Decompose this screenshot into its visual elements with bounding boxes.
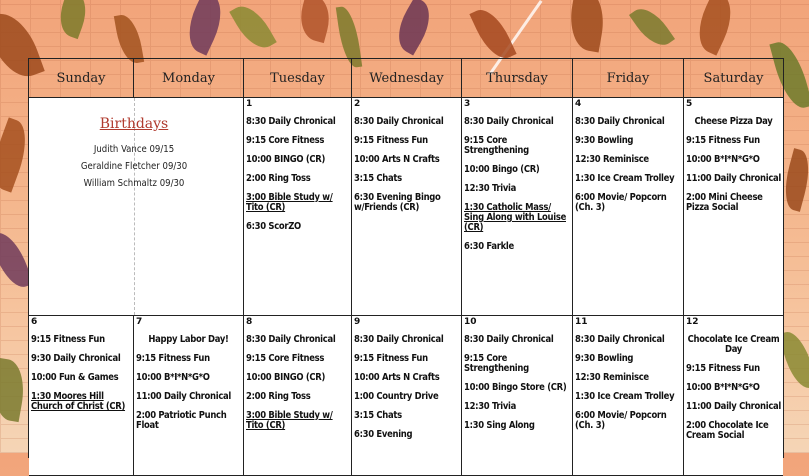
event-item: 6:30 Evening <box>354 429 413 440</box>
event-item: 2:00 Chocolate Ice Cream Social <box>686 420 769 441</box>
event-item: 10:00 B*I*N*G*O <box>136 372 210 383</box>
event-item: 2:00 Patriotic Punch Float <box>136 410 227 431</box>
day-header-thursday: Thursday <box>462 59 573 98</box>
event-item: 2:00 Mini Cheese Pizza Social <box>686 192 763 213</box>
day-cell <box>684 98 783 316</box>
day-number: 1 <box>246 99 253 109</box>
event-text: 1:30 Moores Hill Church of Christ (CR) <box>31 391 126 412</box>
event-item: 9:15 Core Fitness <box>246 135 325 146</box>
event-item: 1:00 Country Drive <box>354 391 439 402</box>
event-item: 1:30 Ice Cream Trolley <box>575 391 675 402</box>
event-item: 2:00 Ring Toss <box>246 173 311 184</box>
day-number: 9 <box>354 317 361 327</box>
event-item: 3:15 Chats <box>354 410 402 421</box>
event-item: 10:00 BINGO (CR) <box>246 154 326 165</box>
event-item: 8:30 Daily Chronical <box>246 116 336 127</box>
day-number: 11 <box>575 317 588 327</box>
event-item: 9:15 Fitness Fun <box>686 363 760 374</box>
event-item: 12:30 Trivia <box>464 401 517 412</box>
event-item: 11:00 Daily Chronical <box>686 173 782 184</box>
birthday-entry: Geraldine Fletcher 09/30 <box>80 161 188 172</box>
day-number: 12 <box>686 317 699 327</box>
day-number: 5 <box>686 99 693 109</box>
day-cell <box>684 316 783 476</box>
event-item: 1:30 Sing Along <box>464 420 535 431</box>
day-header-friday: Friday <box>573 59 684 98</box>
event-item: 9:15 Core Fitness <box>246 353 325 364</box>
event-list <box>685 335 781 450</box>
day-header-sunday: Sunday <box>29 59 134 98</box>
event-item: 9:15 Fitness Fun <box>136 353 210 364</box>
day-header-tuesday: Tuesday <box>244 59 352 98</box>
day-cell <box>29 316 134 476</box>
day-number: 2 <box>354 99 361 109</box>
event-item: 1:30 Ice Cream Trolley <box>575 173 675 184</box>
event-list <box>30 335 131 421</box>
event-item <box>31 392 131 412</box>
event-item: 6:30 Farkle <box>464 241 514 252</box>
event-item: 6:30 Evening Bingo w/Friends (CR) <box>354 192 441 213</box>
day-cell <box>352 98 462 316</box>
event-item: 11:00 Daily Chronical <box>136 391 232 402</box>
day-cell <box>573 316 684 476</box>
event-list <box>574 335 681 440</box>
event-item: 9:15 Fitness Fun <box>31 334 105 345</box>
event-item <box>246 193 349 213</box>
event-item: 12:30 Reminisce <box>575 154 649 165</box>
event-item: 10:00 Arts N Crafts <box>354 372 440 383</box>
event-item: 10:00 Bingo (CR) <box>464 164 540 175</box>
day-cell <box>244 316 352 476</box>
event-list <box>245 117 349 241</box>
event-item: 10:00 BINGO (CR) <box>246 372 326 383</box>
special-day-title: Chocolate Ice Cream Day <box>687 334 780 355</box>
event-item: 10:00 Arts N Crafts <box>354 154 440 165</box>
event-item: 6:30 ScorZO <box>246 221 301 232</box>
day-header-wednesday: Wednesday <box>352 59 462 98</box>
event-item: 8:30 Daily Chronical <box>464 334 554 345</box>
day-number: 8 <box>246 317 253 327</box>
event-item: 8:30 Daily Chronical <box>354 334 444 345</box>
event-text: 3:00 Bible Study w/ Tito (CR) <box>246 410 333 431</box>
event-item: 9:30 Bowling <box>575 135 634 146</box>
event-item <box>464 203 570 233</box>
event-item: 8:30 Daily Chronical <box>464 116 554 127</box>
calendar-grid <box>28 58 784 458</box>
birthday-entry: Judith Vance 09/15 <box>93 144 175 155</box>
event-item: 9:15 Fitness Fun <box>686 135 760 146</box>
event-list <box>574 117 681 222</box>
event-list <box>353 117 459 222</box>
day-number: 6 <box>31 317 38 327</box>
day-header-saturday: Saturday <box>684 59 783 98</box>
event-item: 12:30 Trivia <box>464 183 517 194</box>
day-cell <box>134 316 244 476</box>
event-item <box>246 411 349 431</box>
event-item: 3:15 Chats <box>354 173 402 184</box>
event-item: 6:00 Movie/ Popcorn (Ch. 3) <box>575 192 667 213</box>
day-cell <box>573 98 684 316</box>
event-item: 9:15 Core Strengthening <box>464 135 529 156</box>
event-text: 3:00 Bible Study w/ Tito (CR) <box>246 192 333 213</box>
day-header-monday: Monday <box>134 59 244 98</box>
event-item: 8:30 Daily Chronical <box>354 116 444 127</box>
day-cell <box>352 316 462 476</box>
event-item: 8:30 Daily Chronical <box>575 116 665 127</box>
event-item: 11:00 Daily Chronical <box>686 401 782 412</box>
day-cell <box>462 98 573 316</box>
day-cell <box>462 316 573 476</box>
event-item: 9:15 Core Strengthening <box>464 353 529 374</box>
birthday-entry: William Schmaltz 09/30 <box>83 178 185 189</box>
event-list <box>685 117 781 222</box>
birthdays-title: Birthdays <box>99 116 169 132</box>
event-item: 2:00 Ring Toss <box>246 391 311 402</box>
event-text: 1:30 Catholic Mass/ Sing Along with Louise (CR) <box>464 202 566 233</box>
day-number: 10 <box>464 317 477 327</box>
event-item: 9:30 Daily Chronical <box>31 353 121 364</box>
event-item: 10:00 Fun & Games <box>31 372 119 383</box>
day-number: 7 <box>136 317 143 327</box>
event-item: 10:00 Bingo Store (CR) <box>464 382 567 393</box>
event-item: 9:30 Bowling <box>575 353 634 364</box>
special-day-title: Cheese Pizza Day <box>694 116 773 127</box>
day-number: 3 <box>464 99 471 109</box>
event-item: 6:00 Movie/ Popcorn (Ch. 3) <box>575 410 667 431</box>
day-cell <box>244 98 352 316</box>
event-list <box>463 117 570 261</box>
event-item: 8:30 Daily Chronical <box>246 334 336 345</box>
day-number: 4 <box>575 99 582 109</box>
event-item: 12:30 Reminisce <box>575 372 649 383</box>
event-list <box>245 335 349 440</box>
event-list <box>353 335 459 449</box>
event-list <box>463 335 570 440</box>
event-item: 9:15 Fitness Fun <box>354 353 428 364</box>
event-item: 10:00 B*I*N*G*O <box>686 382 760 393</box>
event-item: 10:00 B*I*N*G*O <box>686 154 760 165</box>
special-day-title: Happy Labor Day! <box>148 334 229 345</box>
event-item: 9:15 Fitness Fun <box>354 135 428 146</box>
birthdays-cell <box>29 98 244 316</box>
event-list <box>135 335 241 440</box>
event-item: 8:30 Daily Chronical <box>575 334 665 345</box>
